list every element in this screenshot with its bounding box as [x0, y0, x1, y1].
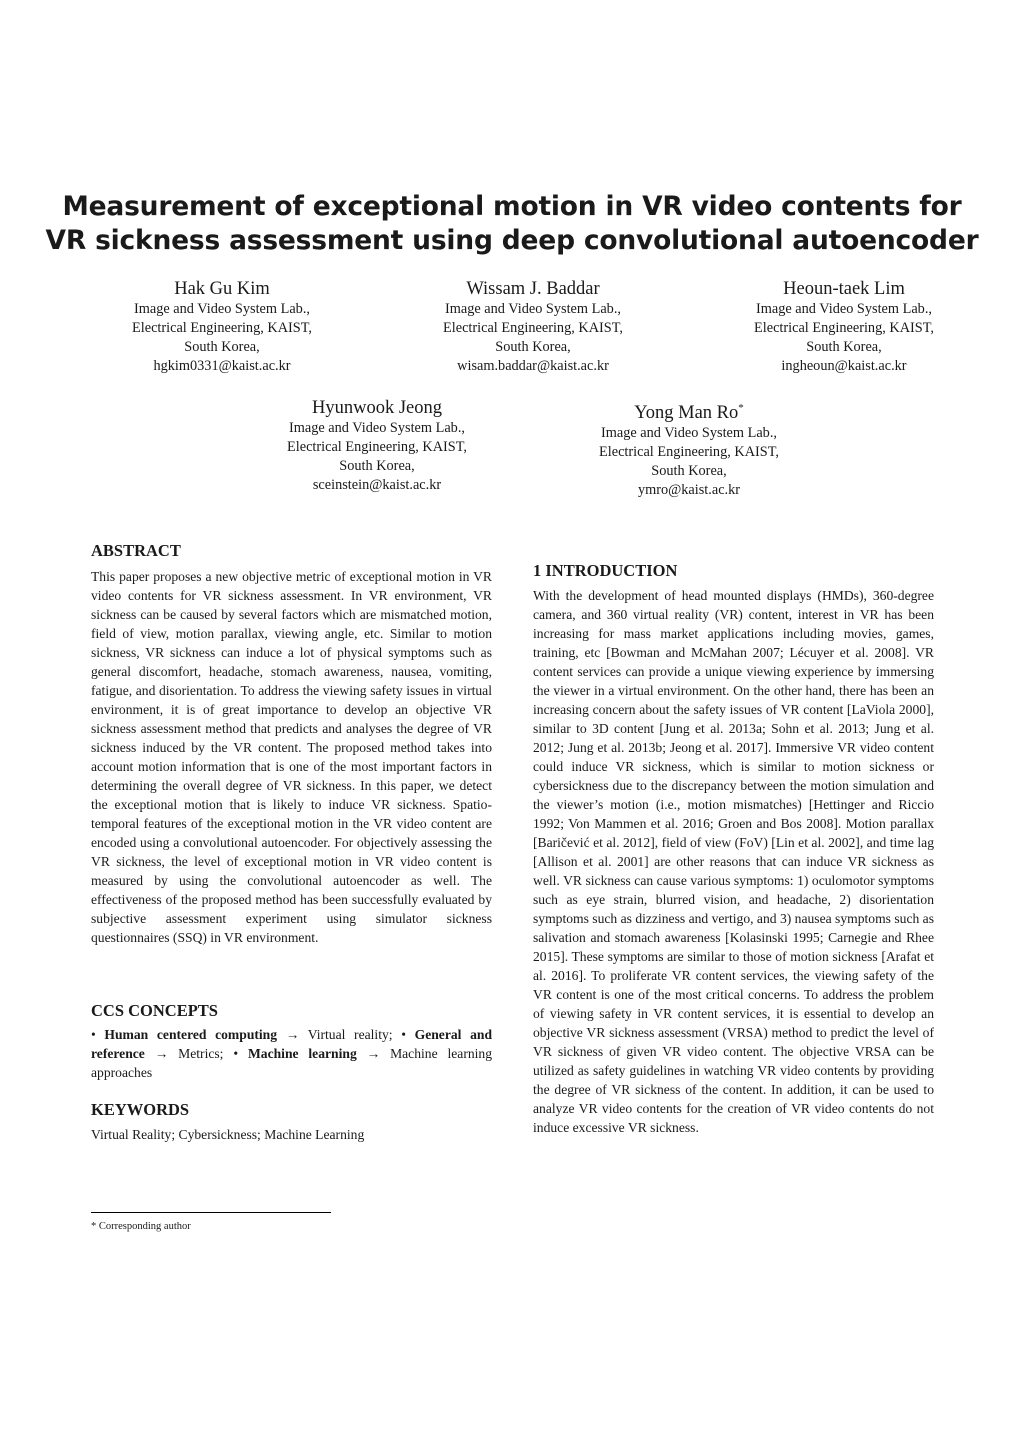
- author-country: South Korea,: [495, 339, 571, 355]
- author-name: Wissam J. Baddar: [466, 279, 600, 299]
- author-block: [102, 278, 342, 376]
- author-dept: Electrical Engineering, KAIST,: [754, 320, 934, 336]
- author-dept: Electrical Engineering, KAIST,: [599, 444, 779, 461]
- author-block: [257, 397, 497, 495]
- author-dept: Electrical Engineering, KAIST,: [287, 439, 467, 455]
- author-country: South Korea,: [184, 339, 260, 355]
- ccs-term: Human centered computing: [104, 1027, 278, 1042]
- footnote-rule: [91, 1212, 331, 1213]
- author-name: Hyunwook Jeong: [311, 398, 442, 418]
- ccs-body: [91, 1025, 492, 1082]
- author-name: [569, 397, 809, 424]
- author-lab: Image and Video System Lab.,: [134, 301, 310, 317]
- ccs-text: [91, 1025, 492, 1082]
- author-name-text: Yong Man Ro: [634, 403, 739, 424]
- ccs-arrow: →: [356, 1046, 391, 1061]
- author-country: South Korea,: [339, 458, 415, 474]
- corresponding-mark: *: [738, 402, 744, 414]
- author-lab: Image and Video System Lab.,: [756, 301, 932, 317]
- introduction-heading: 1 INTRODUCTION: [533, 561, 678, 580]
- ccs-bullet: •: [401, 1027, 415, 1042]
- title-line-2: VR sickness assessment using deep convolutional autoencoder: [45, 225, 979, 256]
- abstract-text: This paper proposes a new objective metric of exceptional motion in VR video contents for VR sickness assessment. In VR environment, VR sickness can be caused by several factors which are mismatched motion, field of view, motion parallax, viewing angle, etc. Similar to motion sickness, VR sickness can induce a lot of physical symptoms such as general discomfort, headache, stomach awareness, nausea, vomiting, fatigue, and disorientation. To address the viewing safety issues in virtual environment, it is of great importance to develop an objective VR sickness assessment method that predicts and analyses the degree of VR sickness induced by the VR content. The proposed method takes into account motion information that is one of the most important factors in determining the overall degree of VR sickness. In this paper, we detect the exceptional motion that is likely to induce VR sickness. Spatio-temporal features of the exceptional motion in the VR video content are encoded using a convolutional autoencoder. For objectively assessing the VR sickness, the level of exceptional motion in VR video content is measured by using the convolutional autoencoder as well. The effectiveness of the proposed method has been successfully evaluated by subjective assessment experiment using simulator sickness questionnaires (SSQ) in VR environment.: [91, 569, 492, 945]
- ccs-value: Machine learning approaches: [91, 1046, 493, 1080]
- keywords-body: [91, 1125, 492, 1144]
- author-dept: Electrical Engineering, KAIST,: [132, 320, 312, 336]
- ccs-heading: CCS CONCEPTS: [91, 1001, 218, 1020]
- author-name: Heoun-taek Lim: [783, 279, 905, 299]
- introduction-text: With the development of head mounted displays (HMDs), 360-degree camera, and 360 virtual reality (VR) content, interest in VR has been increasing for mass market applications including movies, games, training, etc [Bowman and McMahan 2007; Lécuyer et al. 2008]. VR content services can provide a unique viewing experience by immersing the viewer in a virtual environment. On the other hand, there has been an increasing concern about the safety issues of VR content [LaViola 2000], similar to 3D content [Jung et al. 2013a; Sohn et al. 2013; Jung et al. 2012; Jung et al. 2013b; Jeong et al. 2017]. Immersive VR video content could induce VR sickness, which is similar to motion sickness or cybersickness due to the discrepancy between the motion simulation and the viewer’s motion (i.e., motion mismatches) [Hettinger and Riccio 1992; Von Mammen et al. 2016; Groen and Bos 2008]. Motion parallax [Baričević et al. 2012], field of view (FoV) [Lin et al. 2002], and time lag [Allison et al. 2001] are other reasons that can induce VR sickness as well. VR sickness can cause various symptoms: 1) oculomotor symptoms such as eye strain, blurred vision, and headache, 2) disorientation symptoms such as dizziness and vertigo, and 3) nausea symptoms such as salivation and stomach awareness [Kolasinski 1995; Carnegie and Rhee 2015]. These symptoms are similar to those of motion sickness [Arafat et al. 2016]. To proliferate VR content services, the viewing safety of the VR content is one of the most critical concerns. To address the problem of viewing safety in VR content services, it is essential to develop an objective VR sickness assessment (VRSA) method to predict the level of VR sickness of given VR video content. The objective VRSA can be utilized as safety guidelines in watching VR video contents by providing the degree of VR sickness of the content. In addition, it can be used to analyze VR video contents for the creation of VR video contents do not induce excessive VR sickness.: [533, 588, 934, 1135]
- paper-title: [40, 190, 984, 258]
- author-block: [413, 278, 653, 376]
- author-lab: Image and Video System Lab.,: [601, 425, 777, 442]
- author-email[interactable]: hgkim0331@kaist.ac.kr: [153, 358, 291, 374]
- abstract-body: [91, 567, 492, 947]
- ccs-bullet: •: [233, 1046, 248, 1061]
- author-email[interactable]: ymro@kaist.ac.kr: [637, 482, 741, 499]
- author-email[interactable]: ingheoun@kaist.ac.kr: [781, 358, 907, 374]
- introduction-body: [533, 586, 934, 1137]
- abstract-heading: ABSTRACT: [91, 541, 181, 560]
- ccs-term: Machine learning: [247, 1046, 357, 1061]
- ccs-bullet: •: [91, 1027, 105, 1042]
- author-dept: Electrical Engineering, KAIST,: [443, 320, 623, 336]
- author-lab: Image and Video System Lab.,: [445, 301, 621, 317]
- ccs-value: Metrics;: [178, 1046, 234, 1061]
- author-country: South Korea,: [806, 339, 882, 355]
- ccs-term: General and reference: [91, 1027, 493, 1061]
- title-line-1: Measurement of exceptional motion in VR video contents for: [62, 191, 962, 222]
- author-lab: Image and Video System Lab.,: [289, 420, 465, 436]
- author-email[interactable]: wisam.baddar@kaist.ac.kr: [457, 358, 609, 374]
- ccs-arrow: →: [144, 1046, 179, 1061]
- author-block: [724, 278, 964, 376]
- author-block: [569, 397, 809, 500]
- keywords-text: Virtual Reality; Cybersickness; Machine Learning: [91, 1127, 365, 1142]
- keywords-heading: KEYWORDS: [91, 1100, 190, 1119]
- author-name: Hak Gu Kim: [174, 279, 270, 299]
- author-country: South Korea,: [651, 463, 727, 480]
- author-email[interactable]: sceinstein@kaist.ac.kr: [312, 477, 442, 493]
- ccs-value: Virtual reality;: [307, 1027, 402, 1042]
- ccs-arrow: →: [277, 1027, 308, 1042]
- footnote: * Corresponding author: [91, 1221, 191, 1232]
